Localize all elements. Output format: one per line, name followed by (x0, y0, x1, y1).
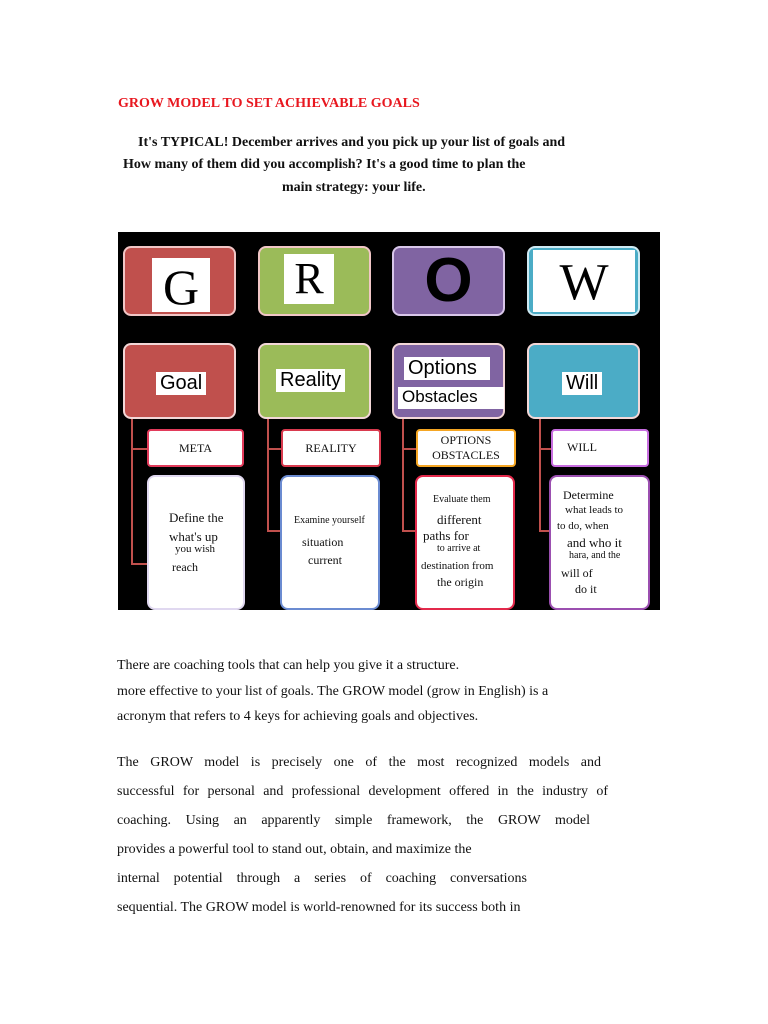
connector-goal-tag (131, 448, 147, 450)
tag-reality: REALITY (281, 429, 381, 467)
desc-will-line: hara, and the (569, 550, 621, 561)
paragraph-2-line: The GROW model is precisely one of the most recognized models and (117, 755, 601, 770)
grow-diagram (118, 232, 660, 610)
desc-options-line: different (437, 512, 482, 527)
label-obstacles: Obstacles (398, 387, 504, 409)
tag-options-obstacles: OPTIONS OBSTACLES (416, 429, 516, 467)
desc-goal-line: you wish (175, 543, 216, 555)
intro-line-1: It's TYPICAL! December arrives and you pick up your list of goals and (138, 135, 566, 150)
name-box-goal (123, 343, 236, 419)
letter-box-g (123, 246, 236, 316)
desc-reality (280, 475, 380, 610)
desc-goal-line: Define the (169, 510, 224, 525)
intro-line-2: How many of them did you accomplish? It's a good time to plan the (123, 157, 526, 172)
label-options: Options (404, 357, 490, 380)
letter-r: R (284, 254, 334, 304)
paragraph-1-line: more effective to your list of goals. The GROW model (grow in English) is a (117, 684, 549, 699)
connector-options-tag (402, 448, 416, 450)
connector-goal-desc (131, 563, 147, 565)
desc-reality-line: current (308, 553, 342, 567)
paragraph-1-line: acronym that refers to 4 keys for achieving goals and objectives. (117, 709, 479, 724)
name-box-options (392, 343, 505, 419)
paragraph-1-line: There are coaching tools that can help you give it a structure. (117, 658, 460, 673)
paragraph-2-line: successful for personal and professional development offered in the industry of (117, 784, 608, 799)
paragraph-2-line: sequential. The GROW model is world-renowned for its success both in (117, 900, 521, 915)
desc-reality-line: Examine yourself (294, 515, 365, 526)
label-goal: Goal (156, 372, 206, 395)
connector-reality (267, 419, 269, 532)
desc-will-line: what leads to (565, 504, 624, 516)
desc-will (549, 475, 650, 610)
label-reality: Reality (276, 369, 345, 392)
name-box-reality (258, 343, 371, 419)
desc-options (415, 475, 515, 610)
desc-options-line: to arrive at (437, 543, 481, 554)
desc-goal-line: what's up (169, 529, 218, 544)
desc-goal (147, 475, 245, 610)
tag-will: WILL (551, 429, 649, 467)
document-title: GROW MODEL TO SET ACHIEVABLE GOALS (118, 96, 420, 111)
desc-will-line: will of (561, 566, 593, 580)
paragraph-2-line: coaching. Using an apparently simple framework, the GROW model (117, 813, 590, 828)
paragraph-2-line: provides a powerful tool to stand out, obtain, and maximize the (117, 842, 472, 857)
desc-will-line: Determine (563, 488, 614, 502)
letter-w: W (533, 250, 635, 312)
desc-options-line: the origin (437, 575, 484, 589)
letter-g: G (152, 258, 210, 312)
connector-reality-desc (267, 530, 281, 532)
letter-o: O (424, 246, 473, 315)
connector-reality-tag (267, 448, 281, 450)
desc-options-line: destination from (421, 560, 494, 572)
label-will: Will (562, 372, 602, 395)
desc-will-line: and who it (567, 535, 622, 550)
connector-options-desc (402, 530, 416, 532)
desc-options-line: Evaluate them (433, 494, 491, 505)
connector-goal (131, 419, 133, 565)
desc-options-line: paths for (423, 528, 469, 543)
letter-box-w (527, 246, 640, 316)
letter-box-o (392, 246, 505, 316)
connector-options (402, 419, 404, 532)
tag-meta: META (147, 429, 244, 467)
desc-will-line: to do, when (557, 520, 609, 532)
name-box-will (527, 343, 640, 419)
desc-goal-line: reach (172, 560, 198, 574)
letter-box-r (258, 246, 371, 316)
desc-will-line: do it (575, 582, 597, 596)
connector-will (539, 419, 541, 532)
connector-will-tag (539, 448, 551, 450)
intro-line-3: main strategy: your life. (282, 180, 426, 195)
desc-reality-line: situation (302, 535, 344, 549)
paragraph-2-line: internal potential through a series of coaching conversations (117, 871, 527, 886)
